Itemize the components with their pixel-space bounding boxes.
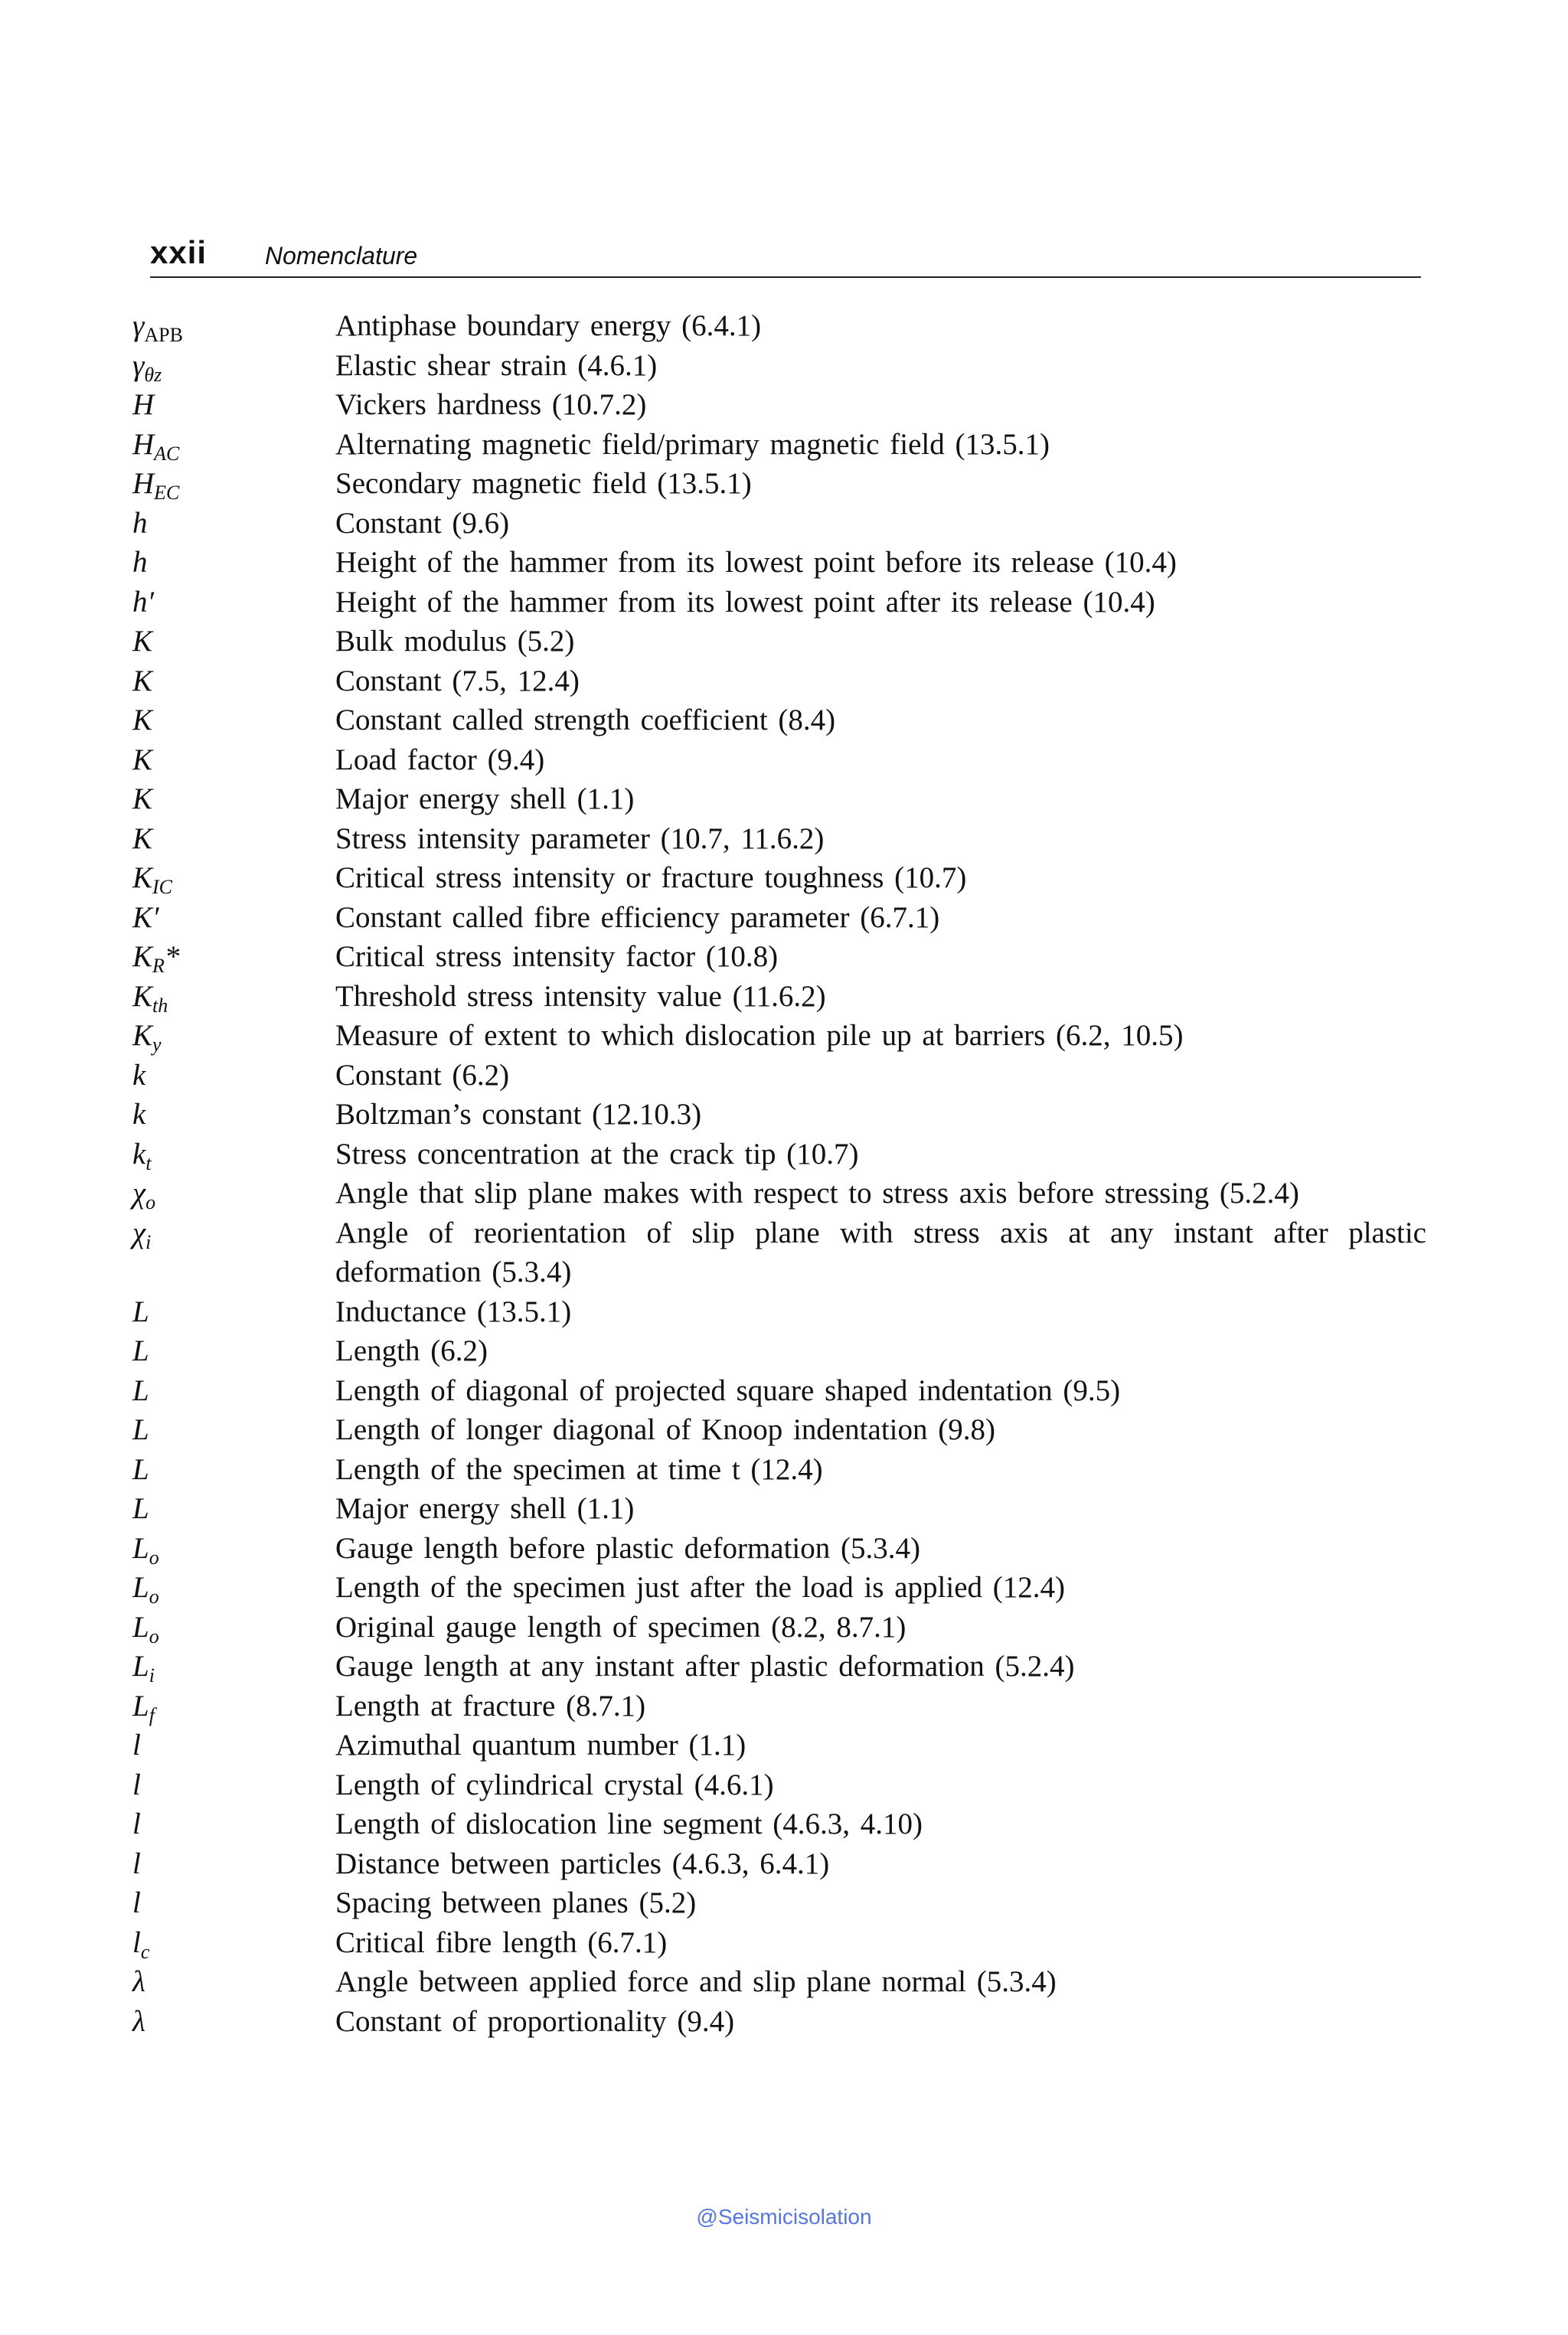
entry-definition: Length of diagonal of projected square shaped indentation (9.5) xyxy=(335,1373,1121,1407)
entry-definition: Length of the specimen just after the load is applied (12.4) xyxy=(335,1571,1065,1604)
nomenclature-entry xyxy=(132,1962,1426,2002)
nomenclature-entry xyxy=(132,583,1426,622)
entry-definition: Angle of reorientation of slip plane with stress axis at any instant after plastic deformation (5.3.4) xyxy=(335,1216,1426,1288)
nomenclature-entry xyxy=(132,1371,1426,1411)
entry-symbol xyxy=(132,858,335,898)
symbol-base: H xyxy=(132,427,155,461)
symbol-subscript: θz xyxy=(144,363,162,386)
entry-symbol xyxy=(132,1726,335,1765)
nomenclature-entry xyxy=(132,2002,1426,2042)
entry-symbol xyxy=(132,2002,335,2042)
symbol-subscript: AC xyxy=(154,442,180,465)
entry-definition: Major energy shell (1.1) xyxy=(335,782,635,815)
symbol-base: l xyxy=(132,1768,141,1801)
nomenclature-entry xyxy=(132,1056,1426,1096)
symbol-subscript: EC xyxy=(154,482,180,504)
symbol-subscript: o xyxy=(149,1546,159,1569)
nomenclature-entry xyxy=(132,1135,1426,1174)
symbol-base: h xyxy=(132,546,148,579)
symbol-base: K xyxy=(132,940,153,973)
symbol-base: K xyxy=(132,1019,153,1052)
symbol-subscript: i xyxy=(145,1230,152,1253)
symbol-subscript: IC xyxy=(152,876,173,898)
symbol-subscript: y xyxy=(152,1034,162,1056)
entry-definition: Length (6.2) xyxy=(335,1334,488,1367)
symbol-subscript: i xyxy=(149,1664,155,1687)
entry-symbol xyxy=(132,1529,335,1569)
nomenclature-entry xyxy=(132,740,1426,780)
nomenclature-entry xyxy=(132,819,1426,859)
symbol-base: h xyxy=(132,506,148,540)
symbol-base: k xyxy=(132,1137,146,1171)
entry-definition: Threshold stress intensity value (11.6.2) xyxy=(335,979,826,1013)
nomenclature-entry xyxy=(132,306,1426,346)
entry-definition: Inductance (13.5.1) xyxy=(335,1295,572,1328)
entry-symbol xyxy=(132,1174,335,1213)
watermark: @Seismicisolation xyxy=(696,2205,872,2229)
entry-definition: Angle that slip plane makes with respect to stress axis before stressing (5.2.4) xyxy=(335,1177,1299,1210)
symbol-base: K xyxy=(132,861,153,894)
entry-definition: Critical stress intensity or fracture toughness (10.7) xyxy=(335,861,967,894)
symbol-base: l xyxy=(132,1729,141,1762)
entry-definition: Gauge length before plastic deformation (5.3.4) xyxy=(335,1531,920,1565)
entry-symbol xyxy=(132,306,335,346)
nomenclature-entry xyxy=(132,1016,1426,1056)
symbol-base: l xyxy=(132,1808,141,1840)
entry-definition: Vickers hardness (10.7.2) xyxy=(335,388,647,421)
entry-symbol xyxy=(132,1292,335,1332)
symbol-base: χ xyxy=(132,1216,146,1249)
entry-definition: Spacing between planes (5.2) xyxy=(335,1886,697,1919)
symbol-base: L xyxy=(132,1610,149,1644)
entry-definition: Constant (9.6) xyxy=(335,506,510,540)
entry-symbol xyxy=(132,1883,335,1923)
nomenclature-entry xyxy=(132,504,1426,544)
entry-definition: Gauge length at any instant after plastic deformation (5.2.4) xyxy=(335,1650,1075,1683)
nomenclature-entry xyxy=(132,1687,1426,1726)
entry-symbol xyxy=(132,819,335,859)
symbol-base: H xyxy=(132,467,155,500)
symbol-base: γ xyxy=(132,348,145,382)
entry-definition: Constant called fibre efficiency parameter (6.7.1) xyxy=(335,900,940,934)
symbol-base: L xyxy=(132,1334,149,1367)
nomenclature-entry xyxy=(132,1095,1426,1135)
entry-symbol xyxy=(132,700,335,740)
entry-symbol xyxy=(132,1371,335,1411)
symbol-subscript: o xyxy=(145,1191,156,1213)
nomenclature-entry xyxy=(132,661,1426,701)
symbol-subscript: R xyxy=(152,955,165,977)
entry-symbol xyxy=(132,425,335,465)
symbol-base: K xyxy=(132,821,153,855)
entry-symbol xyxy=(132,1962,335,2002)
nomenclature-entry xyxy=(132,1213,1426,1292)
entry-symbol xyxy=(132,779,335,819)
entry-definition: Alternating magnetic field/primary magnetic field (13.5.1) xyxy=(335,427,1050,461)
entry-definition: Length at fracture (8.7.1) xyxy=(335,1689,646,1723)
symbol-subscript: f xyxy=(149,1703,155,1726)
entry-symbol xyxy=(132,1608,335,1648)
entry-symbol xyxy=(132,1331,335,1371)
entry-definition: Critical fibre length (6.7.1) xyxy=(335,1925,668,1959)
nomenclature-entry xyxy=(132,977,1426,1017)
entry-definition: Major energy shell (1.1) xyxy=(335,1492,635,1525)
nomenclature-entry xyxy=(132,1608,1426,1648)
entry-definition: Length of cylindrical crystal (4.6.1) xyxy=(335,1768,774,1801)
nomenclature-entry xyxy=(132,1292,1426,1332)
nomenclature-entry xyxy=(132,898,1426,938)
entry-symbol xyxy=(132,1489,335,1529)
nomenclature-list xyxy=(132,306,1426,2041)
symbol-base: λ xyxy=(132,2004,145,2038)
symbol-base: L xyxy=(132,1413,149,1446)
symbol-base: K′ xyxy=(132,900,159,934)
symbol-subscript: c xyxy=(140,1940,150,1963)
nomenclature-entry xyxy=(132,385,1426,425)
nomenclature-entry xyxy=(132,1489,1426,1529)
nomenclature-entry xyxy=(132,425,1426,465)
entry-symbol xyxy=(132,1056,335,1096)
symbol-suffix: * xyxy=(164,940,180,973)
entry-symbol xyxy=(132,1213,335,1292)
symbol-subscript: th xyxy=(152,994,168,1017)
nomenclature-entry xyxy=(132,1923,1426,1963)
symbol-base: χ xyxy=(132,1177,146,1210)
nomenclature-entry xyxy=(132,779,1426,819)
nomenclature-entry xyxy=(132,1883,1426,1923)
nomenclature-entry xyxy=(132,1410,1426,1450)
entry-definition: Constant (6.2) xyxy=(335,1058,510,1092)
entry-symbol xyxy=(132,1016,335,1056)
nomenclature-entry xyxy=(132,464,1426,504)
symbol-base: l xyxy=(132,1886,141,1919)
symbol-base: H xyxy=(132,388,155,421)
symbol-base: L xyxy=(132,1571,149,1604)
symbol-base: K xyxy=(132,782,153,815)
nomenclature-entry xyxy=(132,1568,1426,1608)
symbol-subscript: o xyxy=(149,1625,159,1648)
symbol-base: L xyxy=(132,1531,149,1565)
nomenclature-entry xyxy=(132,858,1426,898)
page-number: xxii xyxy=(150,234,207,270)
entry-definition: Elastic shear strain (4.6.1) xyxy=(335,348,658,382)
nomenclature-entry xyxy=(132,543,1426,583)
entry-definition: Boltzman’s constant (12.10.3) xyxy=(335,1098,702,1131)
entry-symbol xyxy=(132,1844,335,1884)
entry-definition: Secondary magnetic field (13.5.1) xyxy=(335,467,752,500)
symbol-base: K xyxy=(132,625,153,658)
entry-definition: Load factor (9.4) xyxy=(335,743,545,776)
entry-symbol xyxy=(132,898,335,938)
entry-definition: Constant called strength coefficient (8.4) xyxy=(335,704,836,736)
entry-symbol xyxy=(132,504,335,544)
nomenclature-entry xyxy=(132,622,1426,661)
symbol-base: K xyxy=(132,664,153,697)
symbol-base: K xyxy=(132,743,153,776)
entry-symbol xyxy=(132,1647,335,1687)
nomenclature-entry xyxy=(132,1844,1426,1884)
nomenclature-entry xyxy=(132,1174,1426,1213)
entry-symbol xyxy=(132,977,335,1017)
entry-definition: Azimuthal quantum number (1.1) xyxy=(335,1729,746,1762)
nomenclature-entry xyxy=(132,346,1426,386)
symbol-base: L xyxy=(132,1295,149,1328)
symbol-subscript: o xyxy=(149,1586,159,1608)
entry-symbol xyxy=(132,1450,335,1490)
entry-definition: Constant (7.5, 12.4) xyxy=(335,664,580,697)
entry-definition: Length of the specimen at time t (12.4) xyxy=(335,1452,823,1486)
symbol-subscript: t xyxy=(145,1151,152,1174)
entry-definition: Length of dislocation line segment (4.6.3, 4.10) xyxy=(335,1808,923,1840)
entry-symbol xyxy=(132,1568,335,1608)
entry-symbol xyxy=(132,1687,335,1726)
entry-definition: Height of the hammer from its lowest point before its release (10.4) xyxy=(335,546,1177,579)
entry-definition: Distance between particles (4.6.3, 6.4.1) xyxy=(335,1847,830,1880)
symbol-base: K xyxy=(132,979,153,1013)
symbol-base: L xyxy=(132,1492,149,1525)
entry-symbol xyxy=(132,937,335,977)
symbol-subscript: APB xyxy=(144,324,183,346)
nomenclature-entry xyxy=(132,1450,1426,1490)
entry-definition: Original gauge length of specimen (8.2, 8.7.1) xyxy=(335,1610,906,1644)
nomenclature-entry xyxy=(132,1647,1426,1687)
entry-symbol xyxy=(132,740,335,780)
entry-symbol xyxy=(132,385,335,425)
entry-symbol xyxy=(132,1804,335,1844)
entry-definition: Constant of proportionality (9.4) xyxy=(335,2004,735,2038)
nomenclature-entry xyxy=(132,1331,1426,1371)
symbol-base: k xyxy=(132,1058,146,1092)
nomenclature-entry xyxy=(132,1765,1426,1805)
entry-definition: Measure of extent to which dislocation pile up at barriers (6.2, 10.5) xyxy=(335,1019,1184,1052)
page-header xyxy=(150,234,1421,278)
symbol-base: λ xyxy=(132,1965,145,1998)
nomenclature-entry xyxy=(132,937,1426,977)
entry-definition: Length of longer diagonal of Knoop indentation (9.8) xyxy=(335,1413,995,1446)
entry-symbol xyxy=(132,1135,335,1174)
entry-symbol xyxy=(132,464,335,504)
entry-definition: Stress concentration at the crack tip (10.7) xyxy=(335,1137,859,1171)
symbol-base: L xyxy=(132,1650,149,1683)
nomenclature-entry xyxy=(132,700,1426,740)
entry-definition: Angle between applied force and slip plane normal (5.3.4) xyxy=(335,1965,1057,1998)
running-head: Nomenclature xyxy=(265,242,418,269)
symbol-base: l xyxy=(132,1925,141,1959)
symbol-base: h′ xyxy=(132,585,155,619)
symbol-base: K xyxy=(132,704,153,736)
entry-symbol xyxy=(132,622,335,661)
entry-definition: Antiphase boundary energy (6.4.1) xyxy=(335,309,762,342)
symbol-base: l xyxy=(132,1847,141,1880)
entry-symbol xyxy=(132,346,335,386)
entry-definition: Bulk modulus (5.2) xyxy=(335,625,575,658)
symbol-base: L xyxy=(132,1452,149,1486)
symbol-base: k xyxy=(132,1098,146,1131)
entry-symbol xyxy=(132,583,335,622)
symbol-base: γ xyxy=(132,309,145,342)
entry-definition: Critical stress intensity factor (10.8) xyxy=(335,940,779,973)
entry-symbol xyxy=(132,661,335,701)
entry-symbol xyxy=(132,1765,335,1805)
entry-symbol xyxy=(132,1410,335,1450)
entry-symbol xyxy=(132,1923,335,1963)
entry-symbol xyxy=(132,543,335,583)
symbol-base: L xyxy=(132,1689,149,1723)
nomenclature-entry xyxy=(132,1804,1426,1844)
symbol-base: L xyxy=(132,1373,149,1407)
nomenclature-entry xyxy=(132,1529,1426,1569)
entry-definition: Height of the hammer from its lowest point after its release (10.4) xyxy=(335,585,1155,619)
nomenclature-entry xyxy=(132,1726,1426,1765)
entry-symbol xyxy=(132,1095,335,1135)
entry-definition: Stress intensity parameter (10.7, 11.6.2) xyxy=(335,821,825,855)
